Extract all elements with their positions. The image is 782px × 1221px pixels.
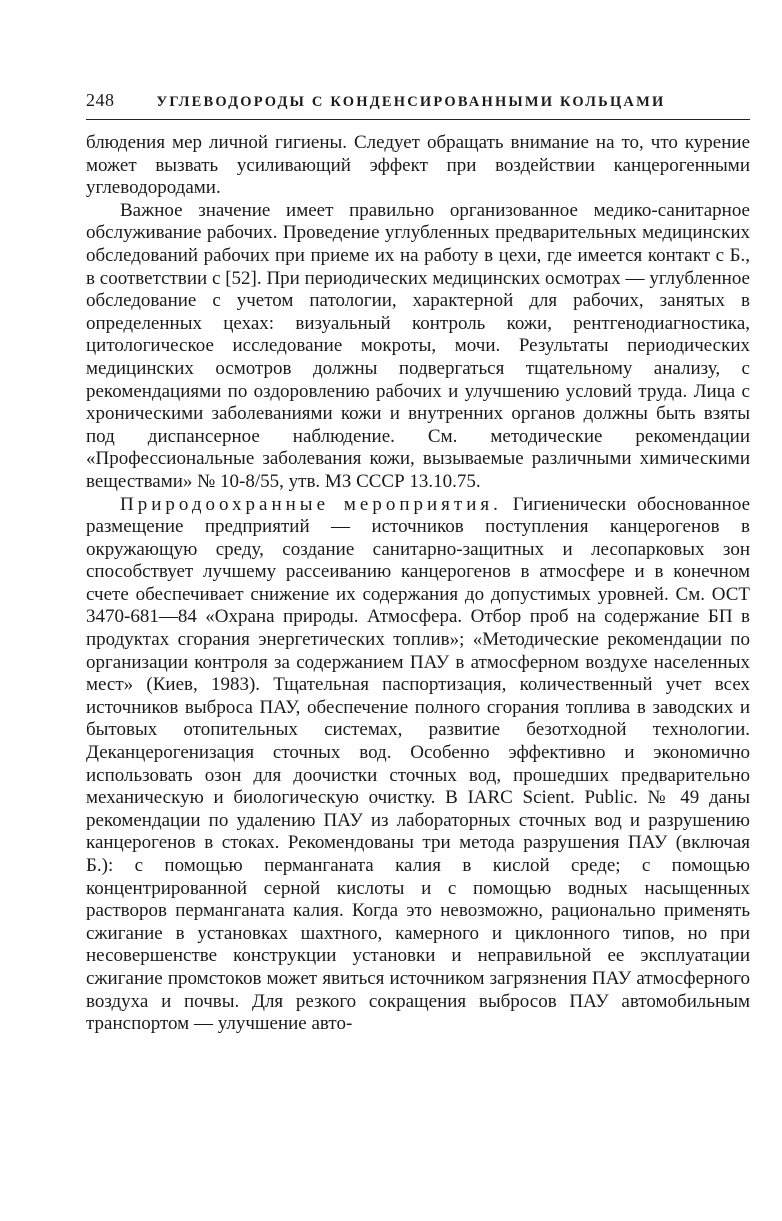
book-page <box>86 90 750 1036</box>
paragraph-medical-service: Важное значение имеет правильно организованное медико-санитарное обслуживание рабочих. Проведение углубленных предварительных медицинских обследований рабочих при приеме их на работу в цехи, где имеется контакт с Б., в соответствии с [52]. При периодических медицинских осмотрах — углубленное обследование с учетом патологии, характерной для рабочих, занятых в определенных цехах: визуальный контроль кожи, рентгенодиагностика, цитологическое исследование мокроты, мочи. Результаты периодических медицинских осмотров должны подвергаться тщательному анализу, с рекомендациями по оздоровлению рабочих и улучшению условий труда. Лица с хроническими заболеваниями кожи и внутренних органов должны быть взяты под диспансерное наблюдение. См. методические рекомендации «Профессиональные заболевания кожи, вызываемые различными химическими веществами» № 10-8/55, утв. МЗ СССР 13.10.75. <box>86 199 750 492</box>
page-number: 248 <box>86 90 115 110</box>
running-title: УГЛЕВОДОРОДЫ С КОНДЕНСИРОВАННЫМИ КОЛЬЦАМИ <box>156 94 666 110</box>
paragraph-environmental-measures <box>86 494 750 1036</box>
running-head <box>86 90 750 120</box>
section-lead-heading: Природоохранные мероприятия. <box>120 493 502 515</box>
body-text <box>86 132 750 1036</box>
paragraph-continuation: блюдения мер личной гигиены. Следует обращать внимание на то, что курение может вызвать усиливающий эффект при воздействии канцерогенными углеводородами. <box>86 132 750 199</box>
section-lead-text: Гигиенически обоснованное размещение предприятий — источников поступления канцерогенов в окружающую среду, создание санитарно-защитных и лесопарковых зон способствует лучшему рассеиванию канцерогенов в атмосфере и в конечном счете обеспечивает снижение их содержания до допустимых уровней. См. ОСТ 3470-681—84 «Охрана природы. Атмосфера. Отбор проб на содержание БП в продуктах сгорания энергетических топлив»; «Методические рекомендации по организации контроля за содержанием ПАУ в атмосферном воздухе населенных мест» (Киев, 1983). Тщательная паспортизация, количественный учет всех источников выброса ПАУ, обеспечение полного сгорания топлива в заводских и бытовых отопительных системах, развитие безотходной технологии. Деканцерогенизация сточных вод. Особенно эффективно и экономично использовать озон для доочистки сточных вод, прошедших предварительно механическую и биологическую очистку. В IARC Scient. Public. № 49 даны рекомендации по удалению ПАУ из лабораторных сточных вод и разрушению канцерогенов в стоках. Рекомендованы три метода разрушения ПАУ (включая Б.): с помощью перманганата калия в кислой среде; с помощью концентрированной серной кислоты и с помощью водных насыщенных растворов перманганата калия. Когда это невозможно, рационально применять сжигание в установках шахтного, камерного и циклонного типов, но при несовершенстве конструкции установки и неправильной ее эксплуатации сжигание промстоков может явиться источником загрязнения ПАУ атмосферного воздуха и почвы. Для резкого сокращения выбросов ПАУ автомобильным транспортом — улучшение авто- <box>86 493 750 1035</box>
